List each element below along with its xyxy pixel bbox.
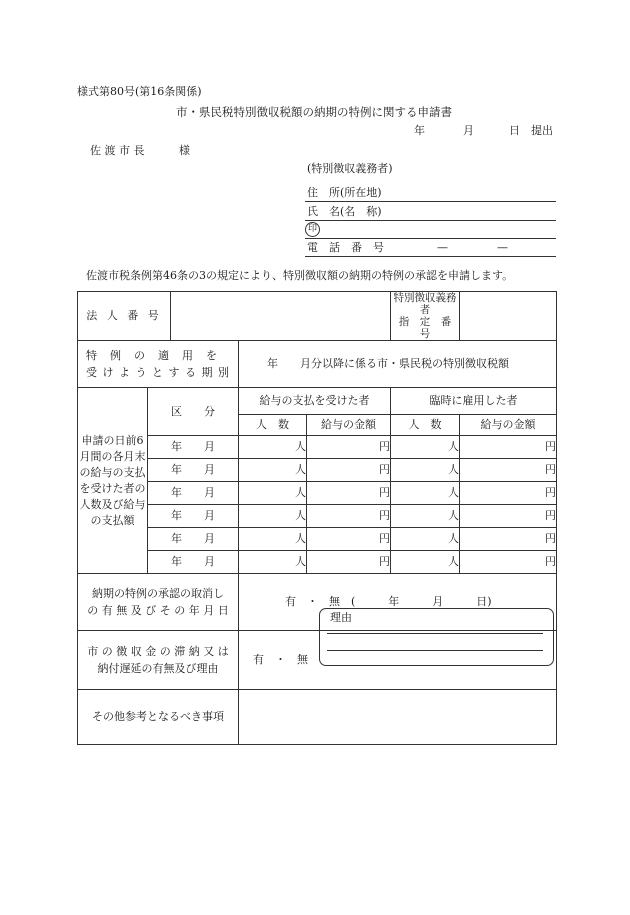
row-corp-number	[78, 292, 557, 341]
name-label: 氏 名(名 称)	[307, 205, 382, 218]
period-value[interactable]: 年 月分以降に係る市・県民税の特別徴収税額	[239, 341, 557, 388]
date-submit: 提出	[531, 124, 553, 137]
people-cell[interactable]: 人	[239, 551, 307, 574]
category-label: 区 分	[148, 388, 239, 436]
amount-cell[interactable]: 円	[307, 436, 391, 459]
col-amount: 給与の金額	[307, 415, 391, 436]
row-period[interactable]: 年 月	[148, 551, 239, 574]
left-header: 申請の日前6月間の各月末の給与の支払を受けた者の人数及び給与の支払額	[78, 388, 148, 574]
period-label: 特 例 の 適 用 を 受 け よ う と す る 期 別	[78, 341, 239, 388]
applicant-heading: (特別徴収義務者)	[307, 162, 393, 175]
phone-label: 電 話 番 号	[307, 241, 384, 254]
cancel-label: 納期の特例の承認の取消し の 有 無 及 び そ の 年 月 日	[78, 574, 239, 631]
name-line	[305, 220, 556, 221]
row-period[interactable]: 年 月	[148, 482, 239, 505]
row-period[interactable]: 年 月	[148, 436, 239, 459]
table-row	[78, 436, 557, 459]
temp-amount-cell[interactable]: 円	[460, 551, 557, 574]
phone-line	[305, 256, 556, 257]
people-cell[interactable]: 人	[239, 482, 307, 505]
phone-dash-1: —	[437, 241, 448, 254]
table-row	[78, 482, 557, 505]
table-row	[78, 551, 557, 574]
temp-people-cell[interactable]: 人	[391, 505, 460, 528]
amount-cell[interactable]: 円	[307, 528, 391, 551]
temp-people-cell[interactable]: 人	[391, 482, 460, 505]
delinquent-yesno[interactable]: 有 ・ 無	[239, 631, 557, 690]
reason-line-1	[327, 633, 543, 634]
cancel-value[interactable]: 有 ・ 無 ( 年 月 日)	[239, 574, 557, 631]
seal-line	[305, 238, 556, 239]
reason-line-2	[327, 650, 543, 651]
date-month: 月	[463, 124, 474, 137]
designation-number-label: 特別徴収義務者 指 定 番 号	[391, 292, 460, 341]
row-period[interactable]: 年 月	[148, 459, 239, 482]
corp-number-field[interactable]	[171, 292, 391, 341]
row-period[interactable]: 年 月	[148, 505, 239, 528]
date-year: 年	[414, 124, 425, 137]
temp-people-cell[interactable]: 人	[391, 551, 460, 574]
amount-cell[interactable]: 円	[307, 482, 391, 505]
amount-cell[interactable]: 円	[307, 551, 391, 574]
addressee-sama: 様	[179, 144, 190, 157]
group-temp: 臨時に雇用した者	[391, 388, 557, 415]
col-temp-people: 人 数	[391, 415, 460, 436]
address-line	[305, 201, 556, 202]
reason-label: 理由	[330, 611, 352, 624]
row-period	[78, 341, 557, 388]
address-label: 住 所(所在地)	[307, 186, 382, 199]
other-field[interactable]	[239, 690, 557, 745]
reason-box[interactable]	[319, 608, 554, 666]
people-cell[interactable]: 人	[239, 505, 307, 528]
table-row	[78, 459, 557, 482]
other-label: その他参考となるべき事項	[78, 690, 239, 745]
row-other	[78, 690, 557, 745]
corp-number-label: 法 人 番 号	[78, 292, 171, 341]
temp-people-cell[interactable]: 人	[391, 528, 460, 551]
col-temp-amount: 給与の金額	[460, 415, 557, 436]
people-cell[interactable]: 人	[239, 528, 307, 551]
delinquent-label: 市 の 徴 収 金 の 滞 納 又 は 納付遅延の有無及び理由	[78, 631, 239, 690]
form-title: 市・県民税特別徴収税額の納期の特例に関する申請書	[176, 105, 452, 119]
amount-cell[interactable]: 円	[307, 459, 391, 482]
temp-amount-cell[interactable]: 円	[460, 436, 557, 459]
temp-amount-cell[interactable]: 円	[460, 459, 557, 482]
row-group-header	[78, 388, 557, 415]
row-period[interactable]: 年 月	[148, 528, 239, 551]
form-number: 様式第80号(第16条関係)	[77, 85, 202, 98]
temp-amount-cell[interactable]: 円	[460, 505, 557, 528]
statement: 佐渡市税条例第46条の3の規定により、特別徴収額の納期の特例の承認を申請します。	[86, 269, 514, 282]
phone-dash-2: —	[497, 241, 508, 254]
application-table	[77, 291, 557, 745]
people-cell[interactable]: 人	[239, 459, 307, 482]
date-day: 日	[509, 124, 520, 137]
addressee: 佐 渡 市 長	[90, 144, 145, 157]
temp-people-cell[interactable]: 人	[391, 436, 460, 459]
table-row	[78, 528, 557, 551]
group-paid: 給与の支払を受けた者	[239, 388, 391, 415]
designation-number-field[interactable]	[460, 292, 557, 341]
people-cell[interactable]: 人	[239, 436, 307, 459]
temp-people-cell[interactable]: 人	[391, 459, 460, 482]
temp-amount-cell[interactable]: 円	[460, 482, 557, 505]
temp-amount-cell[interactable]: 円	[460, 528, 557, 551]
table-row	[78, 505, 557, 528]
col-people: 人 数	[239, 415, 307, 436]
amount-cell[interactable]: 円	[307, 505, 391, 528]
seal-mark: 印	[305, 222, 320, 237]
